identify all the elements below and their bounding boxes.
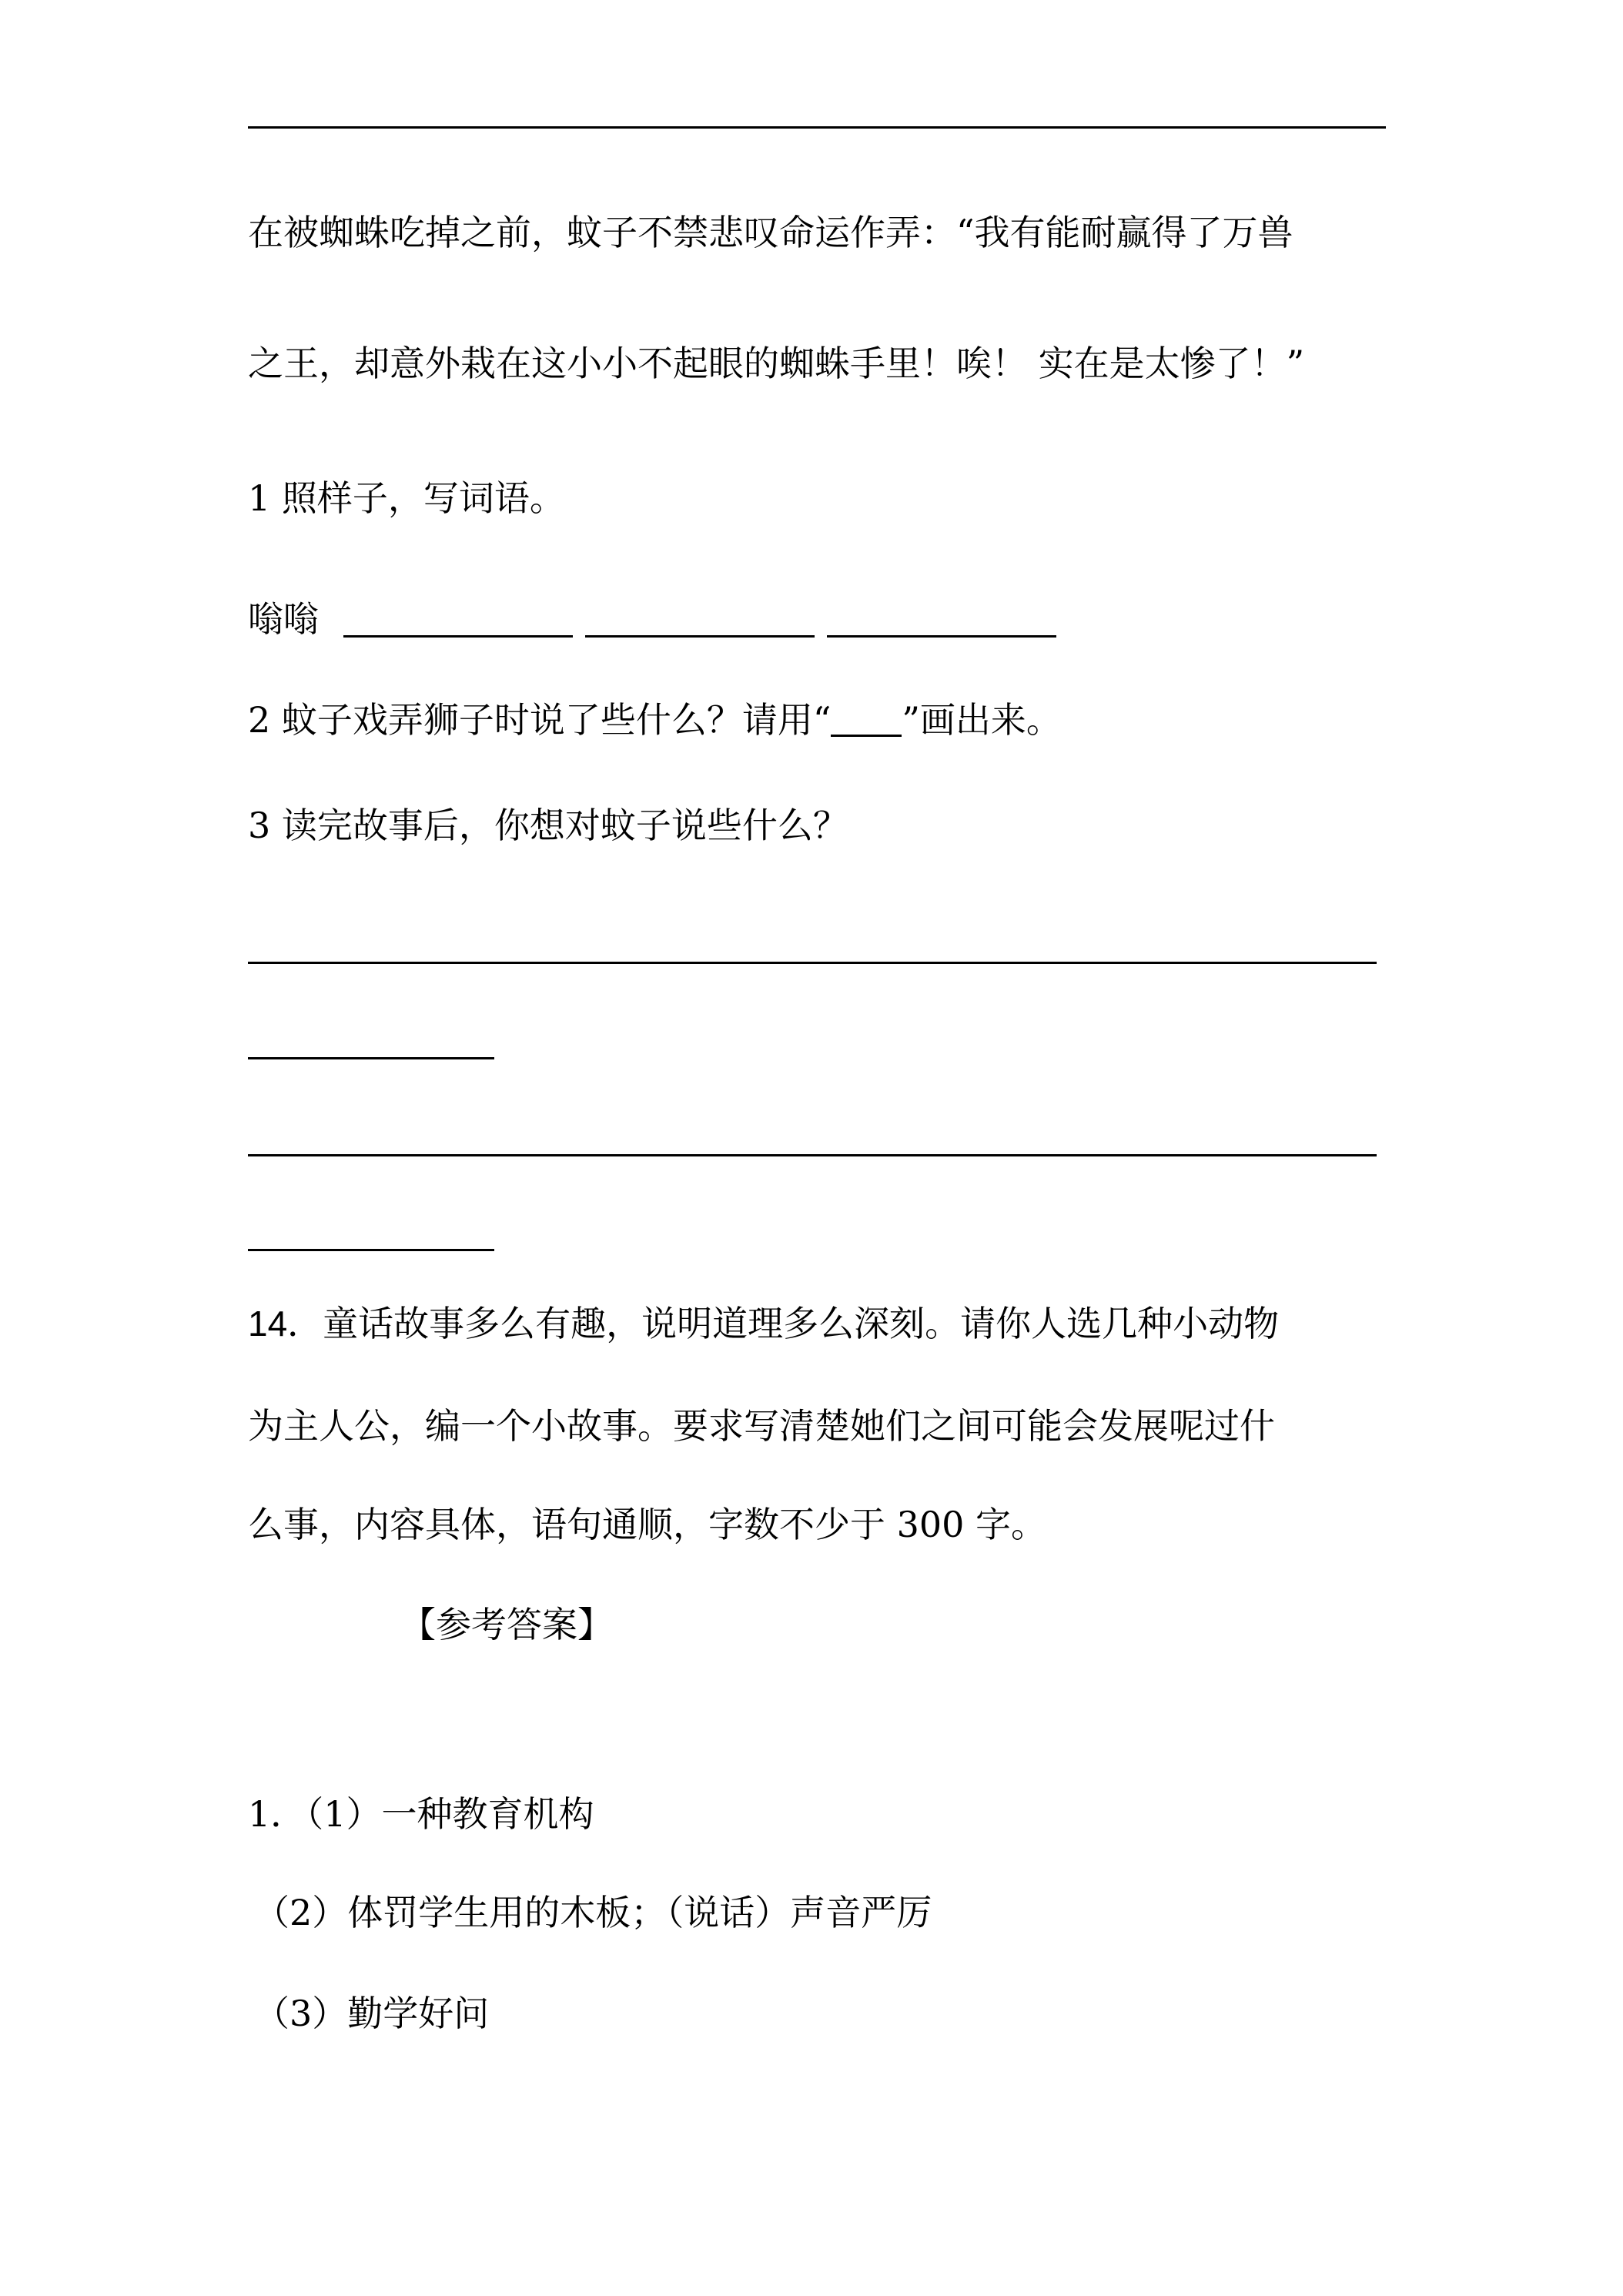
example-word: 嗡嗡: [248, 598, 319, 640]
question-1-example-row: [248, 597, 1056, 641]
word-blank-3[interactable]: [827, 635, 1056, 638]
task-14-line-3: 么事，内容具体，语句通顺，字数不少于 300 字。: [248, 1504, 1047, 1545]
story-line-1: 在被蜘蛛吃掉之前，蚊子不禁悲叹命运作弄：“我有能耐赢得了万兽: [248, 212, 1293, 253]
word-blank-1[interactable]: [343, 635, 573, 638]
question-2-text: 2 蚊子戏弄狮子时说了些什么？请用“: [248, 699, 832, 741]
underline-sample: [831, 735, 902, 737]
task-14-line-2: 为主人公，编一个小故事。要求写清楚她们之间可能会发展呢过什: [248, 1405, 1275, 1447]
question-3: 3 读完故事后，你想对蚊子说些什么？: [248, 805, 848, 846]
answer-line-2-short[interactable]: [248, 1249, 494, 1251]
answer-line-1-short[interactable]: [248, 1057, 494, 1059]
answer-line-2[interactable]: [248, 1154, 1377, 1156]
answers-heading: 【参考答案】: [400, 1604, 613, 1645]
answer-1-line-2: （2）体罚学生用的木板；（说话）声音严厉: [254, 1892, 932, 1933]
story-line-2: 之王，却意外栽在这小小不起眼的蜘蛛手里！唉！ 实在是太惨了！”: [248, 343, 1305, 384]
task-14-number: 14．: [248, 1304, 323, 1344]
answer-line-1[interactable]: [248, 962, 1377, 964]
question-1: 1 照样子，写词语。: [248, 477, 565, 519]
task-14-line-1: [248, 1301, 1279, 1346]
answer-1-line-1: 1．（1）一种教育机构: [248, 1793, 594, 1835]
question-2-text-end: ”画出来。: [902, 699, 1062, 741]
top-answer-line: [248, 126, 1386, 129]
question-2: [248, 698, 1062, 742]
word-blank-2[interactable]: [585, 635, 815, 638]
answer-1-line-3: （3）勤学好问: [254, 1993, 490, 2034]
task-14-text-1: 童话故事多么有趣，说明道理多么深刻。请你人选几种小动物: [323, 1303, 1280, 1344]
